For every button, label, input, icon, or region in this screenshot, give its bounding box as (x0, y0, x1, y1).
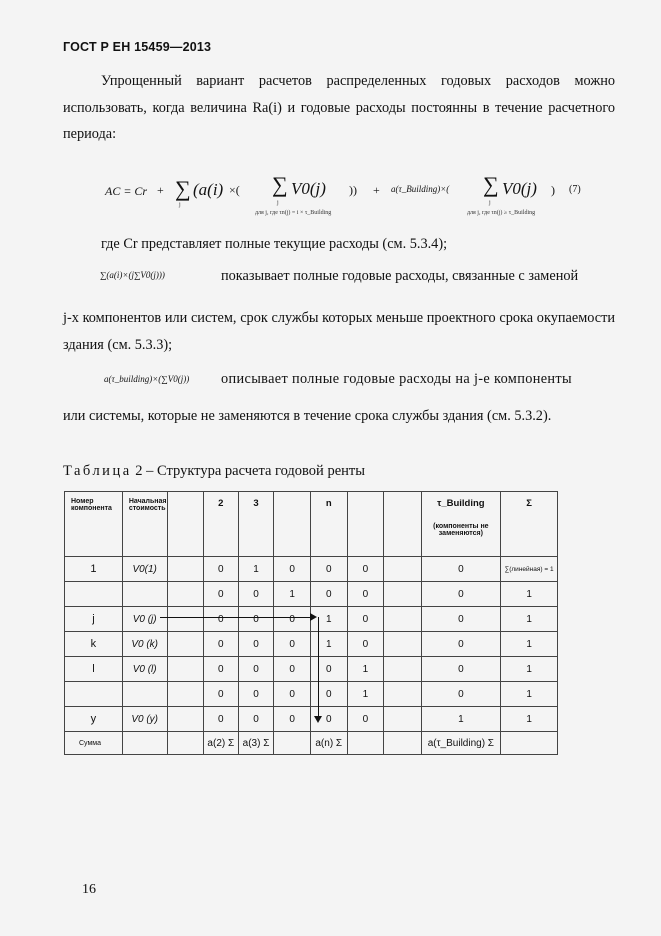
formula-plus-2: + (373, 183, 380, 197)
where-cr-line: где Cr представляет полные текущие расходы (см. 5.3.4); (101, 236, 448, 252)
row-component-number: 1 (65, 557, 123, 582)
row-sum-value: 1 (501, 657, 558, 682)
row-value: 0 (310, 682, 347, 707)
row-empty-cell (167, 657, 203, 682)
table-row (65, 582, 558, 607)
row-sum-value: 1 (501, 707, 558, 732)
row-value: 0 (347, 557, 384, 582)
row-value: 1 (347, 682, 384, 707)
row-value: 0 (347, 632, 384, 657)
formula-sum-2: ∑ (272, 172, 288, 197)
row-building-value: 0 (421, 557, 501, 582)
row-value: 0 (238, 707, 274, 732)
row-building-value: 0 (421, 657, 501, 682)
row-value: 0 (274, 557, 311, 582)
expression-1-desc: показывает полные годовые расходы, связанные с заменой (221, 268, 579, 284)
formula-sub-2: j (277, 200, 279, 206)
row-initial-cost: V0 (y) (122, 707, 167, 732)
row-value: 0 (310, 707, 347, 732)
row-initial-cost: V0 (l) (122, 657, 167, 682)
formula-v0j-2: V0(j) (502, 179, 537, 198)
expression-2-desc: описывает полные годовые расходы на j-е компоненты (221, 371, 572, 387)
row-value: 0 (238, 657, 274, 682)
row-empty-cell (384, 657, 421, 682)
row-value: 0 (274, 632, 311, 657)
formula-v0j-1: V0(j) (291, 179, 326, 198)
row-initial-cost (122, 682, 167, 707)
row-value: 0 (203, 632, 238, 657)
row-empty-cell (384, 632, 421, 657)
arrow-down-head (314, 716, 322, 723)
header-col-sum: Σ (501, 492, 558, 557)
row-value: 0 (347, 707, 384, 732)
formula-times-1: ×( (229, 183, 240, 197)
row-value: 0 (203, 682, 238, 707)
row-initial-cost (122, 582, 167, 607)
expression-1-desc-cont: j-х компонентов или систем, срок службы которых меньше проектного срока окупаемости здания (см. 5.3.3); (63, 310, 615, 353)
row-building-value: 1 (421, 707, 501, 732)
formula-sum-3: ∑ (483, 172, 499, 197)
formula-sub-3: j (489, 200, 491, 206)
row-value: 0 (203, 607, 238, 632)
row-building-value: 0 (421, 632, 501, 657)
sum-a3: a(3) Σ (238, 732, 274, 755)
row-sum-value: 1 (501, 632, 558, 657)
row-initial-cost: V0 (k) (122, 632, 167, 657)
row-initial-cost: V0 (j) (122, 607, 167, 632)
row-value: 0 (347, 582, 384, 607)
row-value: 0 (274, 682, 311, 707)
row-value: 0 (238, 582, 274, 607)
row-component-number: y (65, 707, 123, 732)
header-col-2: 2 (203, 492, 238, 557)
formula-close-1: )) (349, 183, 357, 197)
expression-2-desc-cont: или системы, которые не заменяются в течение срока службы здания (см. 5.3.2). (63, 408, 552, 424)
sum-abuild: a(τ_Building) Σ (421, 732, 501, 755)
arrow-horizontal-line (160, 617, 310, 618)
row-sum-value: ∑(линейная) = 1 (501, 557, 558, 582)
row-value: 0 (203, 557, 238, 582)
header-initial-cost: Начальная стоимость (122, 492, 167, 557)
row-sum-value: 1 (501, 682, 558, 707)
row-value: 0 (310, 657, 347, 682)
formula-cond-2: для j, где τn(j) ≥ τ_Building (467, 210, 536, 216)
formula-term-2: a(τ_Building)×( (391, 184, 450, 194)
caption-title: – Структура расчета годовой ренты (146, 463, 365, 479)
header-col-3: 3 (238, 492, 274, 557)
row-component-number: l (65, 657, 123, 682)
row-value: 0 (238, 607, 274, 632)
row-empty-cell (167, 682, 203, 707)
row-value: 1 (310, 632, 347, 657)
row-component-number: k (65, 632, 123, 657)
row-value: 1 (238, 557, 274, 582)
row-value: 0 (274, 607, 311, 632)
annuity-table (64, 491, 558, 755)
row-value: 0 (310, 557, 347, 582)
header-col-building (421, 492, 501, 557)
formula-sub-1: j (179, 202, 181, 208)
row-empty-cell (384, 607, 421, 632)
formula-term-1: (a(i) (193, 180, 224, 199)
header-building-label: τ_Building (437, 498, 485, 509)
row-building-value: 0 (421, 607, 501, 632)
row-value: 1 (310, 607, 347, 632)
header-component-number: Номер компонента (65, 492, 123, 557)
sum-label: Сумма (65, 732, 123, 755)
table-header-row (65, 492, 558, 557)
document-header: ГОСТ Р ЕН 15459—2013 (63, 40, 212, 54)
row-value: 0 (274, 707, 311, 732)
row-empty-cell (167, 707, 203, 732)
row-empty-cell (384, 682, 421, 707)
sum-a2: a(2) Σ (203, 732, 238, 755)
row-empty-cell (384, 557, 421, 582)
table-row (65, 707, 558, 732)
formula-7 (105, 172, 605, 222)
row-initial-cost: V0(1) (122, 557, 167, 582)
sum-an: a(n) Σ (310, 732, 347, 755)
intro-paragraph: Упрощенный вариант расчетов распределенных годовых расходов можно использовать, когда величина Ra(i) и годовые расходы постоянны в течение расчетного периода: (63, 73, 615, 142)
row-value: 0 (203, 582, 238, 607)
formula-close-2: ) (551, 183, 555, 197)
table-caption (63, 463, 365, 480)
row-value: 0 (203, 657, 238, 682)
formula-number: (7) (569, 184, 581, 195)
row-value: 0 (203, 707, 238, 732)
formula-plus-1: + (157, 183, 164, 197)
row-empty-cell (384, 707, 421, 732)
table-row (65, 682, 558, 707)
row-value: 0 (238, 632, 274, 657)
row-empty-cell (167, 607, 203, 632)
caption-number: 2 (135, 463, 143, 479)
row-sum-value: 1 (501, 607, 558, 632)
header-building-sub: (компоненты не заменяются) (433, 523, 489, 537)
row-component-number (65, 582, 123, 607)
formula-sum-1: ∑ (175, 176, 191, 201)
row-building-value: 0 (421, 682, 501, 707)
expression-1: ∑(a(i)×(j∑V0(j))) (100, 270, 165, 280)
row-component-number: j (65, 607, 123, 632)
row-sum-value: 1 (501, 582, 558, 607)
formula-lhs: AC = Cr (105, 184, 148, 198)
row-value: 1 (347, 657, 384, 682)
expression-2: a(τ_building)×(∑V0(j)) (104, 374, 190, 384)
arrow-vertical-line (318, 617, 319, 717)
row-value: 1 (274, 582, 311, 607)
row-empty-cell (384, 582, 421, 607)
table-row (65, 632, 558, 657)
row-value: 0 (238, 682, 274, 707)
formula-cond-1: для j, где τn(j) = i × τ_Building (255, 210, 332, 216)
table-row (65, 557, 558, 582)
header-col-n: n (310, 492, 347, 557)
table-sum-row (65, 732, 558, 755)
row-component-number (65, 682, 123, 707)
row-empty-cell (167, 557, 203, 582)
caption-label: Таблица (63, 463, 132, 479)
row-value: 0 (274, 657, 311, 682)
page-number: 16 (82, 882, 96, 897)
table-row (65, 657, 558, 682)
row-empty-cell (167, 582, 203, 607)
row-value: 0 (347, 607, 384, 632)
row-building-value: 0 (421, 582, 501, 607)
row-value: 0 (310, 582, 347, 607)
arrow-right-head (310, 613, 317, 621)
row-empty-cell (167, 632, 203, 657)
